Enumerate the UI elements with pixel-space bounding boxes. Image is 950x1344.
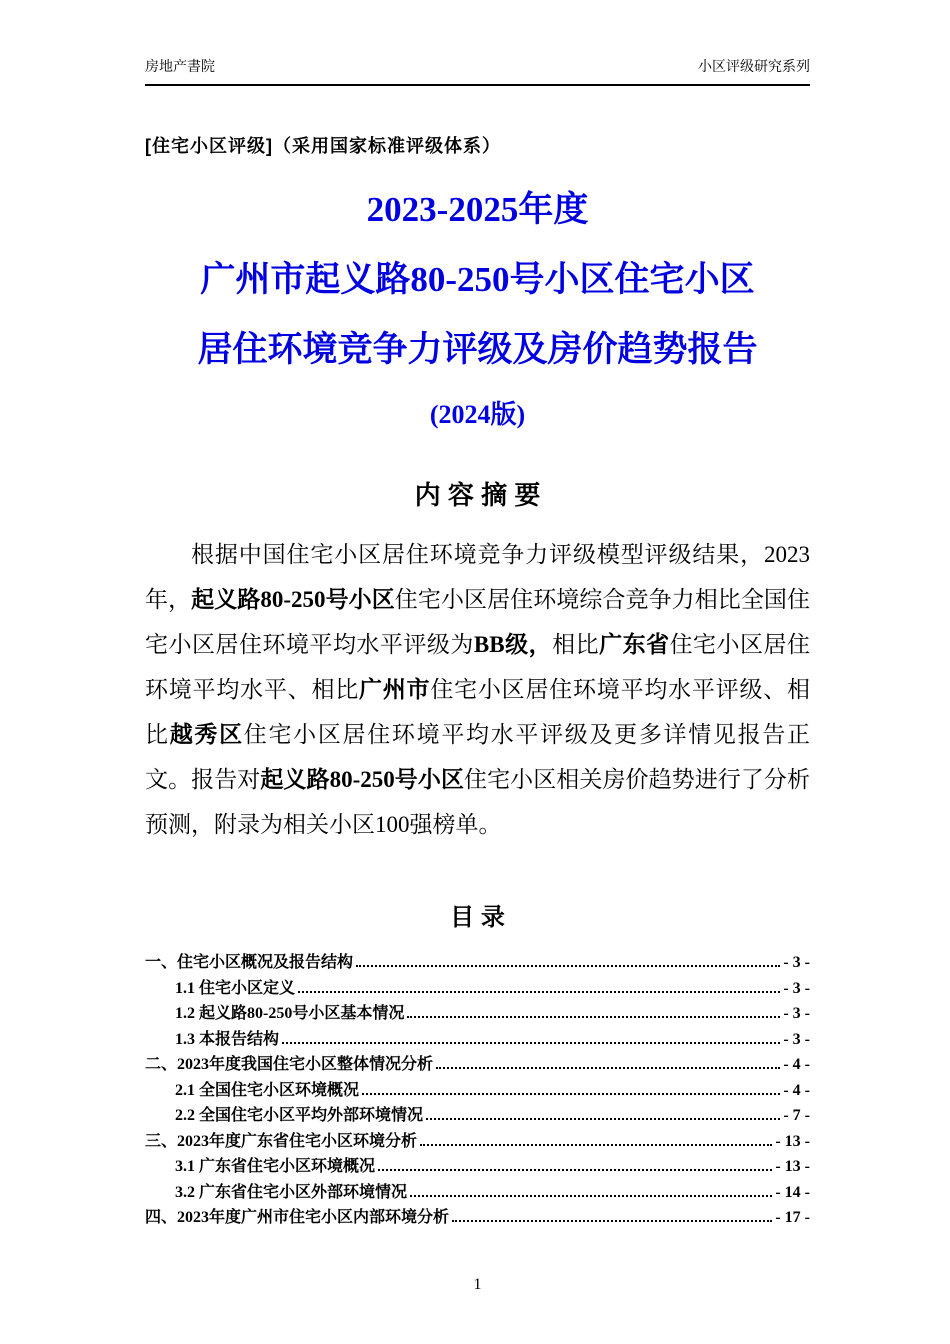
toc-dot-leader xyxy=(282,1042,780,1044)
abstract-text: 住宅小区居住环境平均水平评级、相比 xyxy=(145,677,811,747)
toc-page-number: - 13 - xyxy=(775,1158,810,1175)
abstract-emphasis: BB级， xyxy=(473,632,553,657)
title-years: 2023-2025年度 xyxy=(366,190,589,229)
toc-item-label: 3.1 广东省住宅小区环境概况 xyxy=(175,1158,376,1175)
toc-dot-leader xyxy=(436,1067,780,1069)
abstract-text: 根据中国住宅小区居住环境竞争力评级模型评级结果，2023年， xyxy=(145,542,810,612)
abstract-emphasis: 广州市 xyxy=(359,677,431,702)
toc-item xyxy=(145,1103,810,1129)
header-left-text: 房地产書院 xyxy=(145,60,215,75)
toc-item-label: 二、2023年度我国住宅小区整体情况分析 xyxy=(145,1056,434,1073)
abstract-text: 住宅小区居住环境平均水平、相比 xyxy=(145,632,811,702)
page-number: 1 xyxy=(473,1276,482,1293)
toc-heading: 目 录 xyxy=(450,904,505,931)
toc-list xyxy=(145,950,810,1231)
abstract-emphasis: 越秀区 xyxy=(169,722,244,747)
toc-dot-leader xyxy=(378,1169,772,1171)
abstract-emphasis: 起义路80-250号小区 xyxy=(191,587,395,612)
toc-dot-leader xyxy=(410,1195,772,1197)
toc-dot-leader xyxy=(298,991,780,993)
abstract-text: 住宅小区居住环境平均水平评级及更多详情见报告正文。报告对 xyxy=(145,722,811,792)
abstract-text: 住宅小区居住环境综合竞争力相比全国住宅小区居住环境平均水平评级为 xyxy=(145,587,810,657)
toc-item-label: 2.2 全国住宅小区平均外部环境情况 xyxy=(175,1107,424,1124)
toc-item-label: 1.3 本报告结构 xyxy=(175,1030,280,1048)
toc-page-number: - 17 - xyxy=(775,1209,810,1226)
toc-item xyxy=(145,976,810,1002)
abstract-paragraph xyxy=(145,532,810,847)
header-right-text: 小区评级研究系列 xyxy=(698,60,810,75)
title-report-name: 居住环境竞争力评级及房价趋势报告 xyxy=(197,330,758,369)
rating-system-tag: [住宅小区评级]（采用国家标准评级体系） xyxy=(145,136,501,156)
toc-item-label: 1.1 住宅小区定义 xyxy=(175,979,296,997)
toc-page-number: - 3 - xyxy=(783,979,810,997)
abstract-emphasis: 广东省 xyxy=(599,632,670,657)
toc-page-number: - 13 - xyxy=(775,1132,810,1150)
abstract-text: 住宅小区相关房价趋势进行了分析预测，附录为相关小区100强榜单。 xyxy=(145,767,810,837)
toc-item xyxy=(145,1129,810,1155)
toc-page-number: - 3 - xyxy=(783,954,810,971)
toc-dot-leader xyxy=(426,1118,780,1120)
toc-page-number: - 4 - xyxy=(783,1081,810,1099)
toc-item-label: 3.2 广东省住宅小区外部环境情况 xyxy=(175,1183,408,1201)
toc-page-number: - 4 - xyxy=(783,1056,810,1073)
toc-item-label: 四、2023年度广州市住宅小区内部环境分析 xyxy=(145,1209,450,1226)
toc-item xyxy=(145,1052,810,1078)
toc-page-number: - 3 - xyxy=(783,1005,810,1022)
abstract-emphasis: 起义路80-250号小区 xyxy=(260,767,465,792)
toc-item xyxy=(145,1078,810,1104)
toc-item xyxy=(145,950,810,976)
toc-item-label: 三、2023年度广东省住宅小区环境分析 xyxy=(145,1132,418,1150)
toc-dot-leader xyxy=(452,1220,772,1222)
abstract-heading: 内 容 摘 要 xyxy=(414,480,541,510)
toc-dot-leader xyxy=(407,1016,780,1018)
toc-dot-leader xyxy=(420,1144,772,1146)
toc-dot-leader xyxy=(362,1093,780,1095)
toc-dot-leader xyxy=(356,965,780,967)
toc-item-label: 2.1 全国住宅小区环境概况 xyxy=(175,1081,360,1099)
toc-page-number: - 7 - xyxy=(783,1107,810,1124)
toc-item xyxy=(145,1180,810,1206)
toc-item xyxy=(145,1154,810,1180)
toc-item-label: 一、住宅小区概况及报告结构 xyxy=(145,954,354,971)
toc-page-number: - 14 - xyxy=(775,1183,810,1201)
toc-item xyxy=(145,1001,810,1027)
abstract-text: 相比 xyxy=(552,632,600,657)
toc-item-label: 1.2 起义路80-250号小区基本情况 xyxy=(175,1005,405,1022)
page-header xyxy=(145,56,810,86)
toc-item xyxy=(145,1205,810,1231)
toc-page-number: - 3 - xyxy=(783,1030,810,1048)
title-community-name: 广州市起义路80-250号小区住宅小区 xyxy=(200,260,755,299)
toc-item xyxy=(145,1027,810,1053)
title-edition: (2024版) xyxy=(429,400,526,429)
